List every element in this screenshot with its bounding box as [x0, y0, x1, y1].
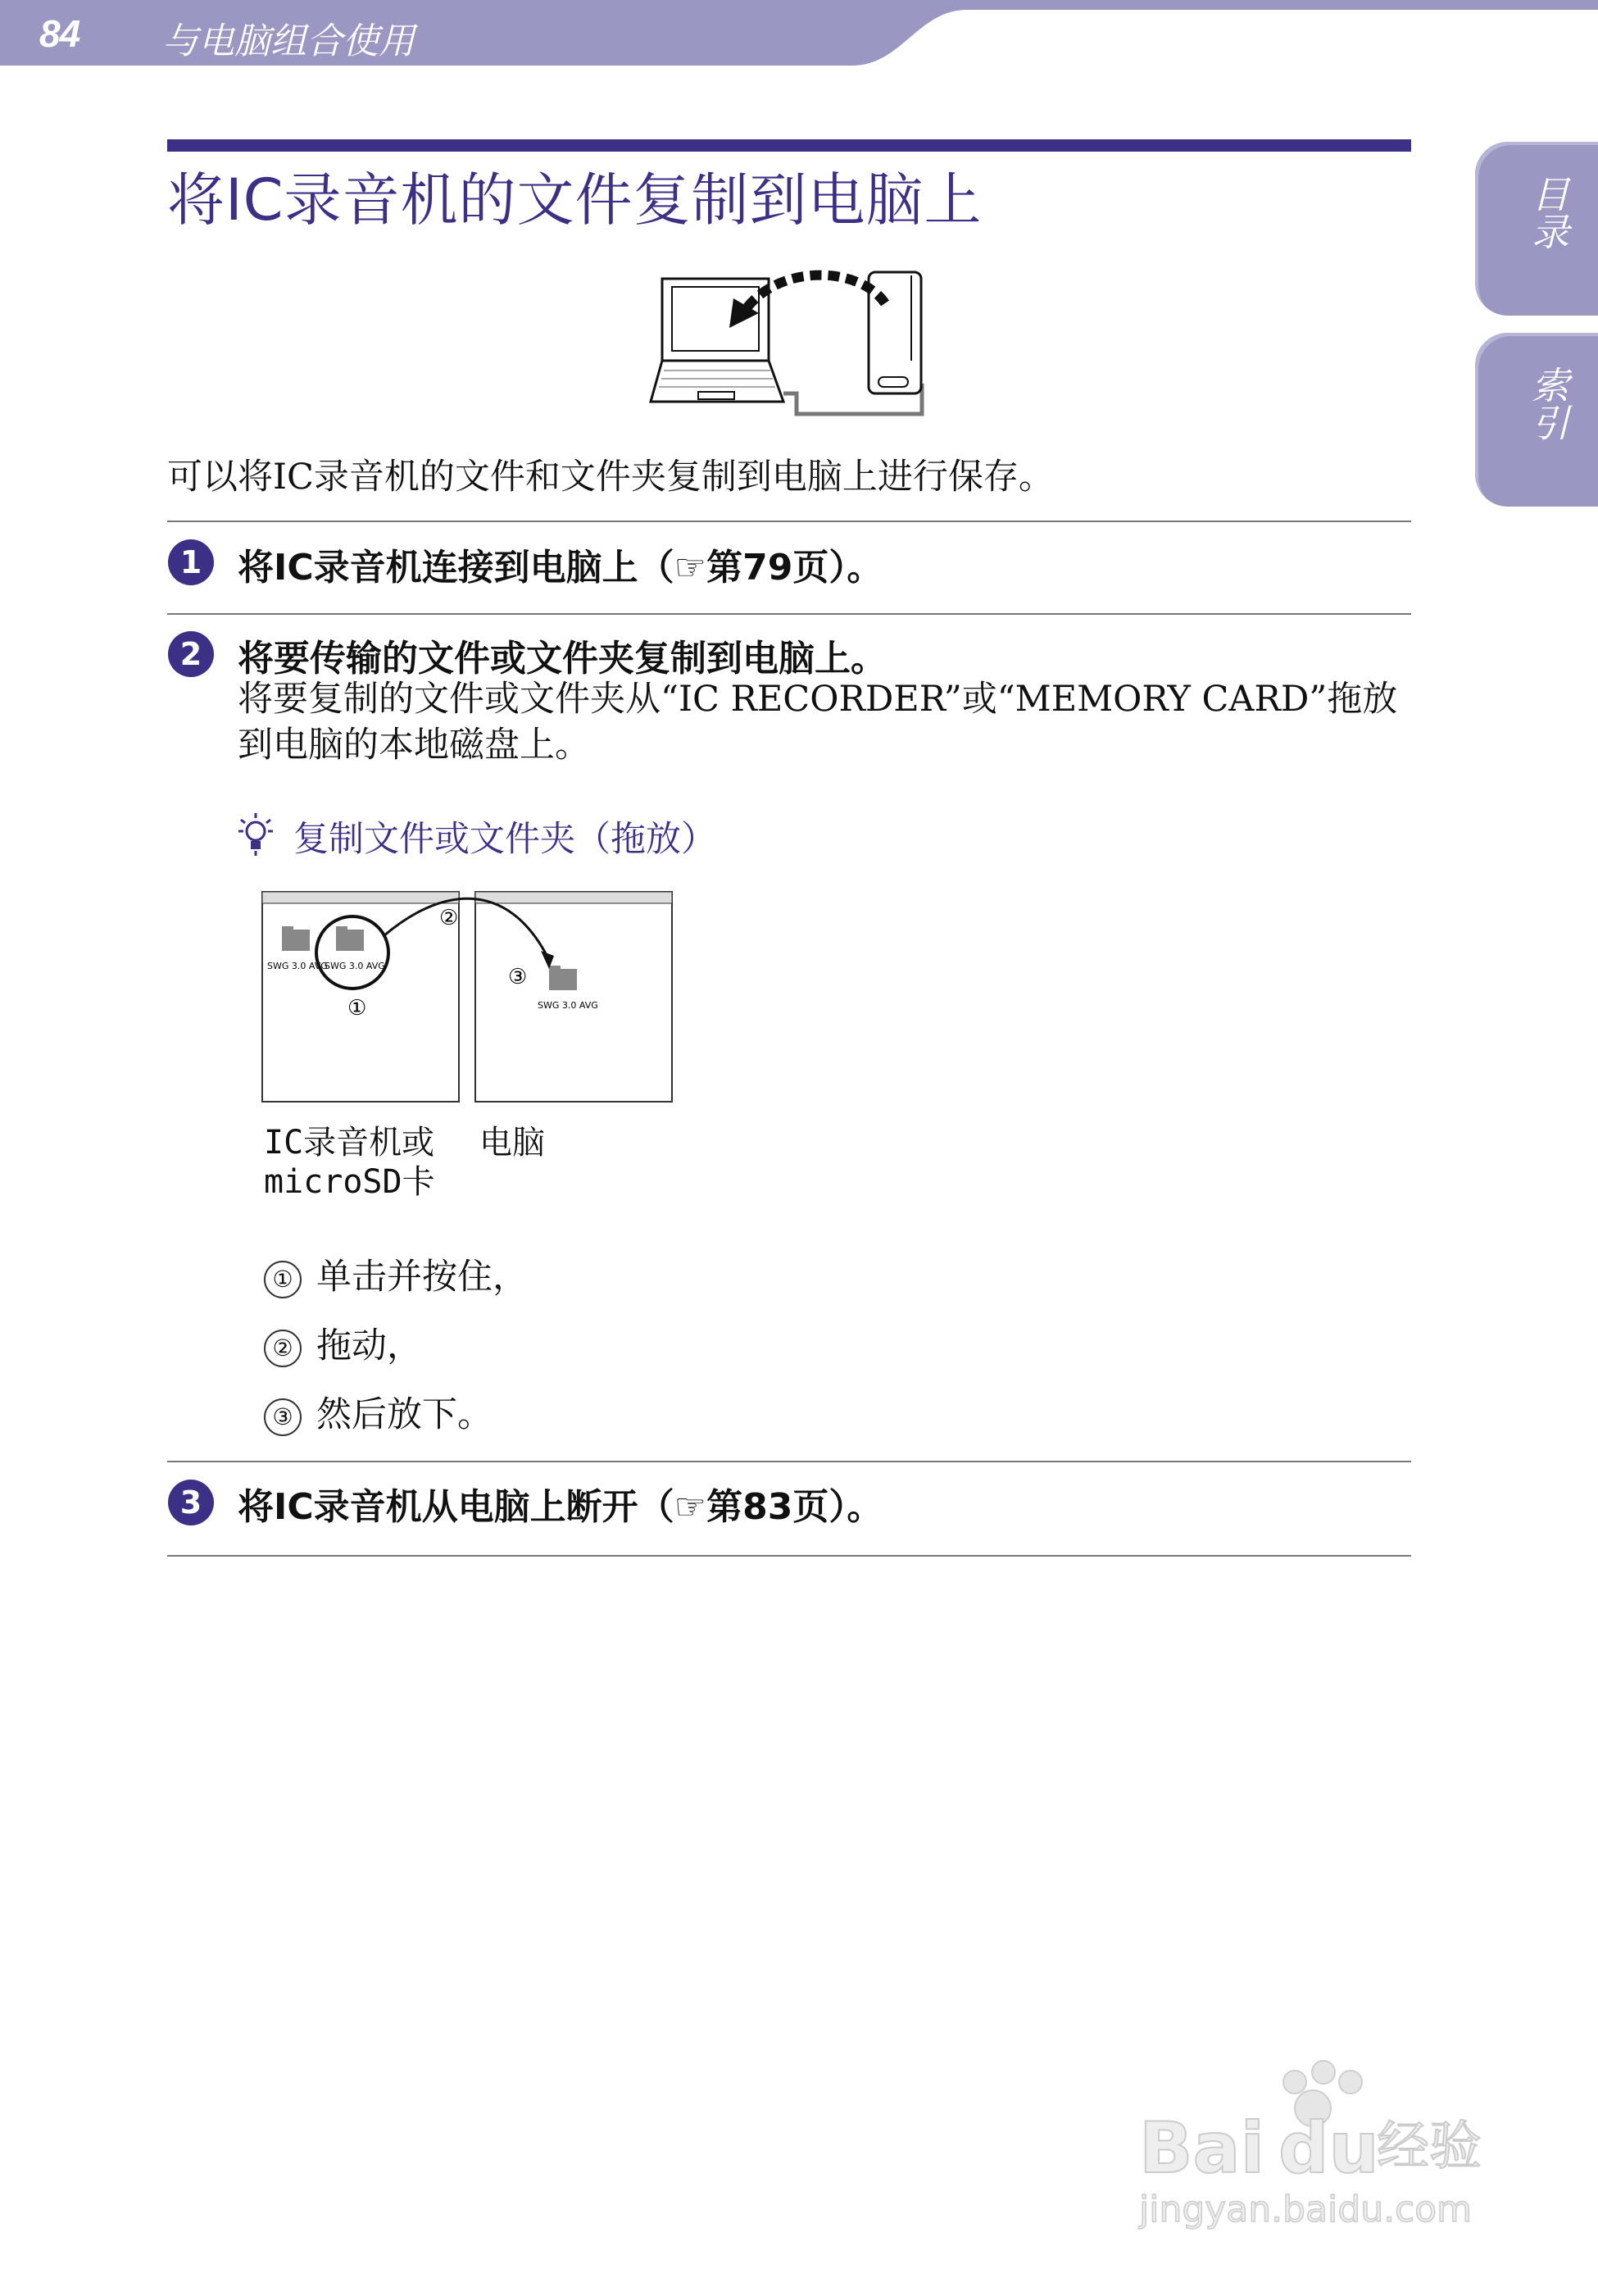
page-number: 84 [39, 12, 80, 55]
title-rule [167, 139, 1411, 152]
step-2-badge: 2 [168, 631, 214, 677]
baidu-watermark [1131, 2049, 1508, 2238]
tab-index[interactable] [1475, 333, 1598, 507]
divider [167, 1461, 1411, 1462]
divider [167, 613, 1411, 615]
watermark-url: jingyan.baidu.com [1139, 2189, 1473, 2230]
section-title: 与电脑组合使用 [162, 20, 415, 62]
step-1-text: 将IC录音机连接到电脑上（☞第79页）。 [238, 547, 883, 589]
tab-index-label: 索引 [1526, 366, 1570, 441]
step-2-text: 将要传输的文件或文件夹复制到电脑上。 [238, 638, 887, 680]
tab-table-of-contents[interactable] [1475, 142, 1598, 316]
page-title: 将IC录音机的文件复制到电脑上 [167, 166, 983, 234]
drag-drop-diagram [261, 887, 679, 1108]
marker-1: ① [347, 996, 367, 1021]
marker-3: ③ [508, 965, 528, 989]
hint-title: 复制文件或文件夹（拖放） [293, 819, 716, 860]
step-1-badge: 1 [168, 539, 214, 585]
marker-1: ① [264, 1261, 302, 1298]
step-2-description: 将要复制的文件或文件夹从“IC RECORDER”或“MEMORY CARD”拖放到电脑的本地磁盘上。 [238, 679, 1398, 766]
divider [167, 1555, 1411, 1557]
step-3-text: 将IC录音机从电脑上断开（☞第83页）。 [238, 1486, 883, 1528]
watermark-brand: Bai [1139, 2107, 1265, 2189]
step-3-badge: 3 [168, 1480, 214, 1525]
marker-3: ③ [264, 1398, 302, 1436]
folder-label: SWG 3.0 AVG [538, 1000, 598, 1011]
marker-2: ② [264, 1330, 302, 1367]
folder-label: SWG 3.0 AVG [267, 961, 328, 971]
lightbulb-icon [238, 812, 274, 857]
watermark-service: 经验 [1377, 2116, 1482, 2177]
right-window-caption: 电脑 [479, 1124, 545, 1162]
watermark-brand2: du [1278, 2107, 1379, 2189]
sub-step-3: ③ 然后放下。 [264, 1387, 493, 1437]
left-window-caption: IC录音机或 microSD卡 [264, 1124, 435, 1201]
intro-text: 可以将IC录音机的文件和文件夹复制到电脑上进行保存。 [167, 457, 1054, 498]
divider [167, 521, 1411, 522]
sub-step-2: ② 拖动， [264, 1318, 422, 1368]
sub-step-1: ① 单击并按住， [264, 1249, 528, 1299]
tab-toc-label: 目录 [1526, 175, 1570, 250]
laptop-recorder-illustration [647, 262, 934, 418]
folder-label: SWG 3.0 AVG [325, 961, 385, 971]
marker-2: ② [439, 906, 459, 930]
